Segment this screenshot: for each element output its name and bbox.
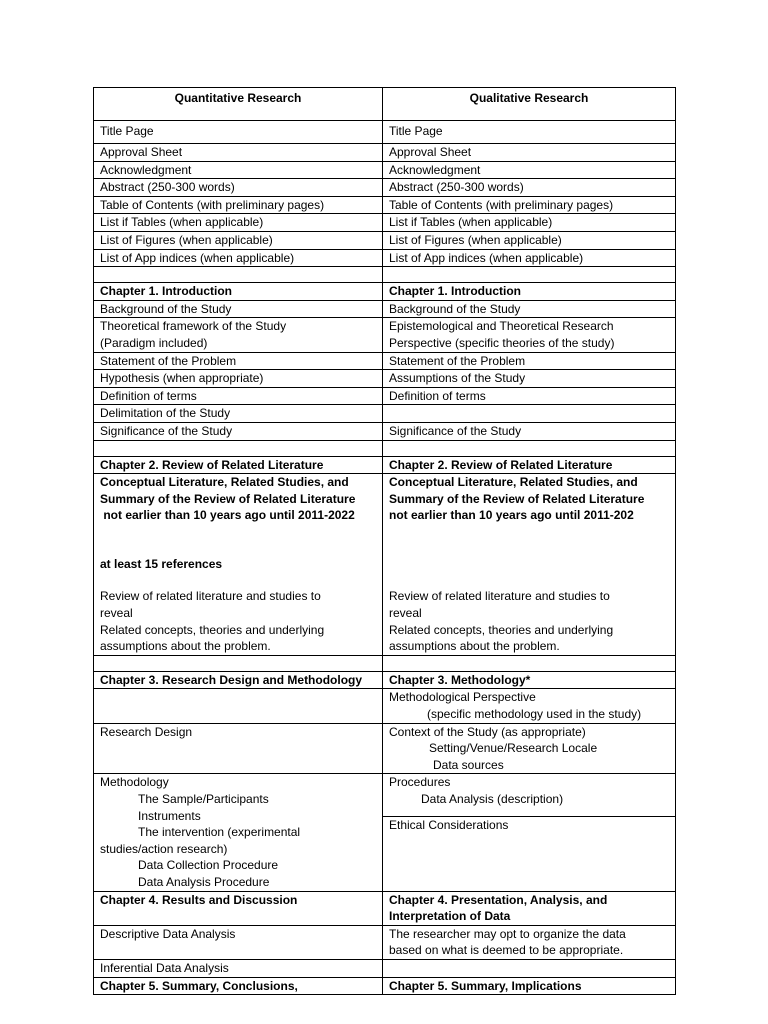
qual-data-analysis-line: Data Analysis (description) [421, 792, 564, 806]
qual-desc-line1: The researcher may opt to organize the data [389, 926, 626, 941]
quant-framework-line2: (Paradigm included) [100, 335, 208, 350]
quant-descriptive: Descriptive Data Analysis [94, 925, 383, 959]
quant-app: List of App indices (when applicable) [94, 249, 383, 267]
qual-descriptive [383, 925, 676, 959]
research-comparison-table [93, 87, 676, 995]
quant-framework [94, 318, 383, 352]
qual-review-line4: assumptions about the problem. [389, 639, 560, 654]
qual-ch5-title: Chapter 5. Summary, Implications [383, 977, 676, 995]
qual-persp-line1: Methodological Perspective [389, 690, 536, 705]
qual-procedures-line: Procedures [389, 775, 451, 790]
quant-hypothesis: Hypothesis (when appropriate) [94, 370, 383, 388]
table-row [94, 161, 676, 179]
quant-title-page: Title Page [94, 121, 383, 144]
table-row [94, 370, 676, 388]
table-row [94, 352, 676, 370]
qual-ch2-line1: Conceptual Literature, Related Studies, and [389, 475, 638, 490]
qual-review-line1: Review of related literature and studies to [389, 589, 610, 604]
quant-ack: Acknowledgment [94, 161, 383, 179]
qual-ch3-title: Chapter 3. Methodology* [383, 671, 676, 689]
table-row [94, 387, 676, 405]
quant-ch1-title: Chapter 1. Introduction [94, 283, 383, 301]
qual-ch2-line3: not earlier than 10 years ago until 2011-202 [389, 508, 634, 523]
quant-method-line: Methodology [100, 775, 169, 790]
table-row [94, 318, 676, 352]
quant-ch2-title: Chapter 2. Review of Related Literature [94, 456, 383, 474]
table-row [94, 723, 676, 774]
quant-figures: List of Figures (when applicable) [94, 231, 383, 249]
qualitative-header: Qualitative Research [383, 88, 676, 121]
quant-background: Background of the Study [94, 300, 383, 318]
qual-empty-cell [383, 405, 676, 423]
qual-ch4-title-line1: Chapter 4. Presentation, Analysis, and [389, 892, 608, 907]
quant-definition: Definition of terms [94, 387, 383, 405]
qual-toc: Table of Contents (with preliminary pages) [383, 196, 676, 214]
table-row [94, 231, 676, 249]
quant-ch4-title: Chapter 4. Results and Discussion [94, 891, 383, 925]
qual-empty-cell [383, 959, 676, 977]
qual-definition: Definition of terms [383, 387, 676, 405]
quant-analysis-line: Data Analysis Procedure [138, 874, 270, 889]
quant-ch2-line3: not earlier than 10 years ago until 2011-2022 [100, 508, 355, 523]
qual-statement: Statement of the Problem [383, 352, 676, 370]
table-row [94, 300, 676, 318]
quant-collection-line: Data Collection Procedure [138, 858, 279, 873]
quant-empty-cell [94, 689, 383, 723]
table-row [94, 249, 676, 267]
quant-framework-line1: Theoretical framework of the Study [100, 319, 287, 334]
table-row [94, 959, 676, 977]
quant-review-line3: Related concepts, theories and underlying [100, 622, 325, 637]
qual-framework [383, 318, 676, 352]
table-row [94, 179, 676, 197]
table-row [94, 689, 676, 723]
table-row [94, 121, 676, 144]
qual-procedures [383, 774, 676, 817]
qual-significance: Significance of the Study [383, 422, 676, 440]
quant-intervention-line2: studies/action research) [100, 841, 228, 856]
quant-intervention-line1: The intervention (experimental [138, 825, 301, 840]
quant-review-line2: reveal [100, 606, 133, 621]
qual-persp-line2: (specific methodology used in the study) [427, 707, 642, 722]
quant-sample-line: The Sample/Participants [138, 792, 269, 806]
table-row [94, 925, 676, 959]
table-row [94, 891, 676, 925]
qual-ch4-title [383, 891, 676, 925]
table-row [94, 977, 676, 995]
table-row [94, 456, 676, 474]
qual-review-line3: Related concepts, theories and underlying [389, 622, 614, 637]
qual-title-page: Title Page [383, 121, 676, 144]
quant-ch3-title: Chapter 3. Research Design and Methodology [94, 671, 383, 689]
quant-research-design: Research Design [94, 723, 383, 774]
qual-context-line2: Setting/Venue/Research Locale [429, 741, 598, 756]
qual-ch2-title: Chapter 2. Review of Related Literature [383, 456, 676, 474]
table-row [94, 196, 676, 214]
qual-context-line1: Context of the Study (as appropriate) [389, 724, 586, 739]
qual-abstract: Abstract (250-300 words) [383, 179, 676, 197]
qual-tables: List if Tables (when applicable) [383, 214, 676, 232]
quant-ch2-line2: Summary of the Review of Related Literature [100, 491, 356, 506]
quantitative-header: Quantitative Research [94, 88, 383, 121]
qual-ack: Acknowledgment [383, 161, 676, 179]
quant-inferential: Inferential Data Analysis [94, 959, 383, 977]
spacer-row [94, 655, 676, 671]
spacer-row [94, 267, 676, 283]
quant-references: at least 15 references [100, 556, 223, 571]
qual-desc-line2: based on what is deemed to be appropriate. [389, 943, 624, 958]
qual-framework-line2: Perspective (specific theories of the study) [389, 335, 615, 350]
table-row [94, 214, 676, 232]
qual-app: List of App indices (when applicable) [383, 249, 676, 267]
quant-ch2-body [94, 474, 383, 656]
qual-context-line3: Data sources [433, 757, 504, 772]
table-row [94, 283, 676, 301]
table-row [94, 144, 676, 162]
quant-ch5-title: Chapter 5. Summary, Conclusions, [94, 977, 383, 995]
qual-approval: Approval Sheet [383, 144, 676, 162]
quant-abstract: Abstract (250-300 words) [94, 179, 383, 197]
qual-ch1-title: Chapter 1. Introduction [383, 283, 676, 301]
qual-review-line2: reveal [389, 606, 422, 621]
quant-methodology [94, 774, 383, 891]
quant-tables: List if Tables (when applicable) [94, 214, 383, 232]
quant-delimitation: Delimitation of the Study [94, 405, 383, 423]
table-row [94, 422, 676, 440]
qual-assumptions: Assumptions of the Study [383, 370, 676, 388]
quant-statement: Statement of the Problem [94, 352, 383, 370]
table-row [94, 405, 676, 423]
table-row [94, 671, 676, 689]
quant-review-line1: Review of related literature and studies to [100, 589, 321, 604]
qual-context [383, 723, 676, 774]
quant-ch2-line1: Conceptual Literature, Related Studies, and [100, 475, 349, 490]
quant-instruments-line: Instruments [138, 808, 201, 823]
qual-framework-line1: Epistemological and Theoretical Research [389, 319, 614, 334]
quant-review-line4: assumptions about the problem. [100, 639, 271, 654]
header-row [94, 88, 676, 121]
qual-methodological-perspective [383, 689, 676, 723]
qual-ethical: Ethical Considerations [383, 817, 676, 891]
table-row [94, 474, 676, 656]
qual-ch2-body [383, 474, 676, 656]
qual-ch4-title-line2: Interpretation of Data [389, 909, 511, 924]
table-row [94, 774, 676, 817]
quant-significance: Significance of the Study [94, 422, 383, 440]
qual-figures: List of Figures (when applicable) [383, 231, 676, 249]
spacer-row [94, 440, 676, 456]
qual-background: Background of the Study [383, 300, 676, 318]
quant-approval: Approval Sheet [94, 144, 383, 162]
quant-toc: Table of Contents (with preliminary pages) [94, 196, 383, 214]
qual-ch2-line2: Summary of the Review of Related Literature [389, 491, 645, 506]
